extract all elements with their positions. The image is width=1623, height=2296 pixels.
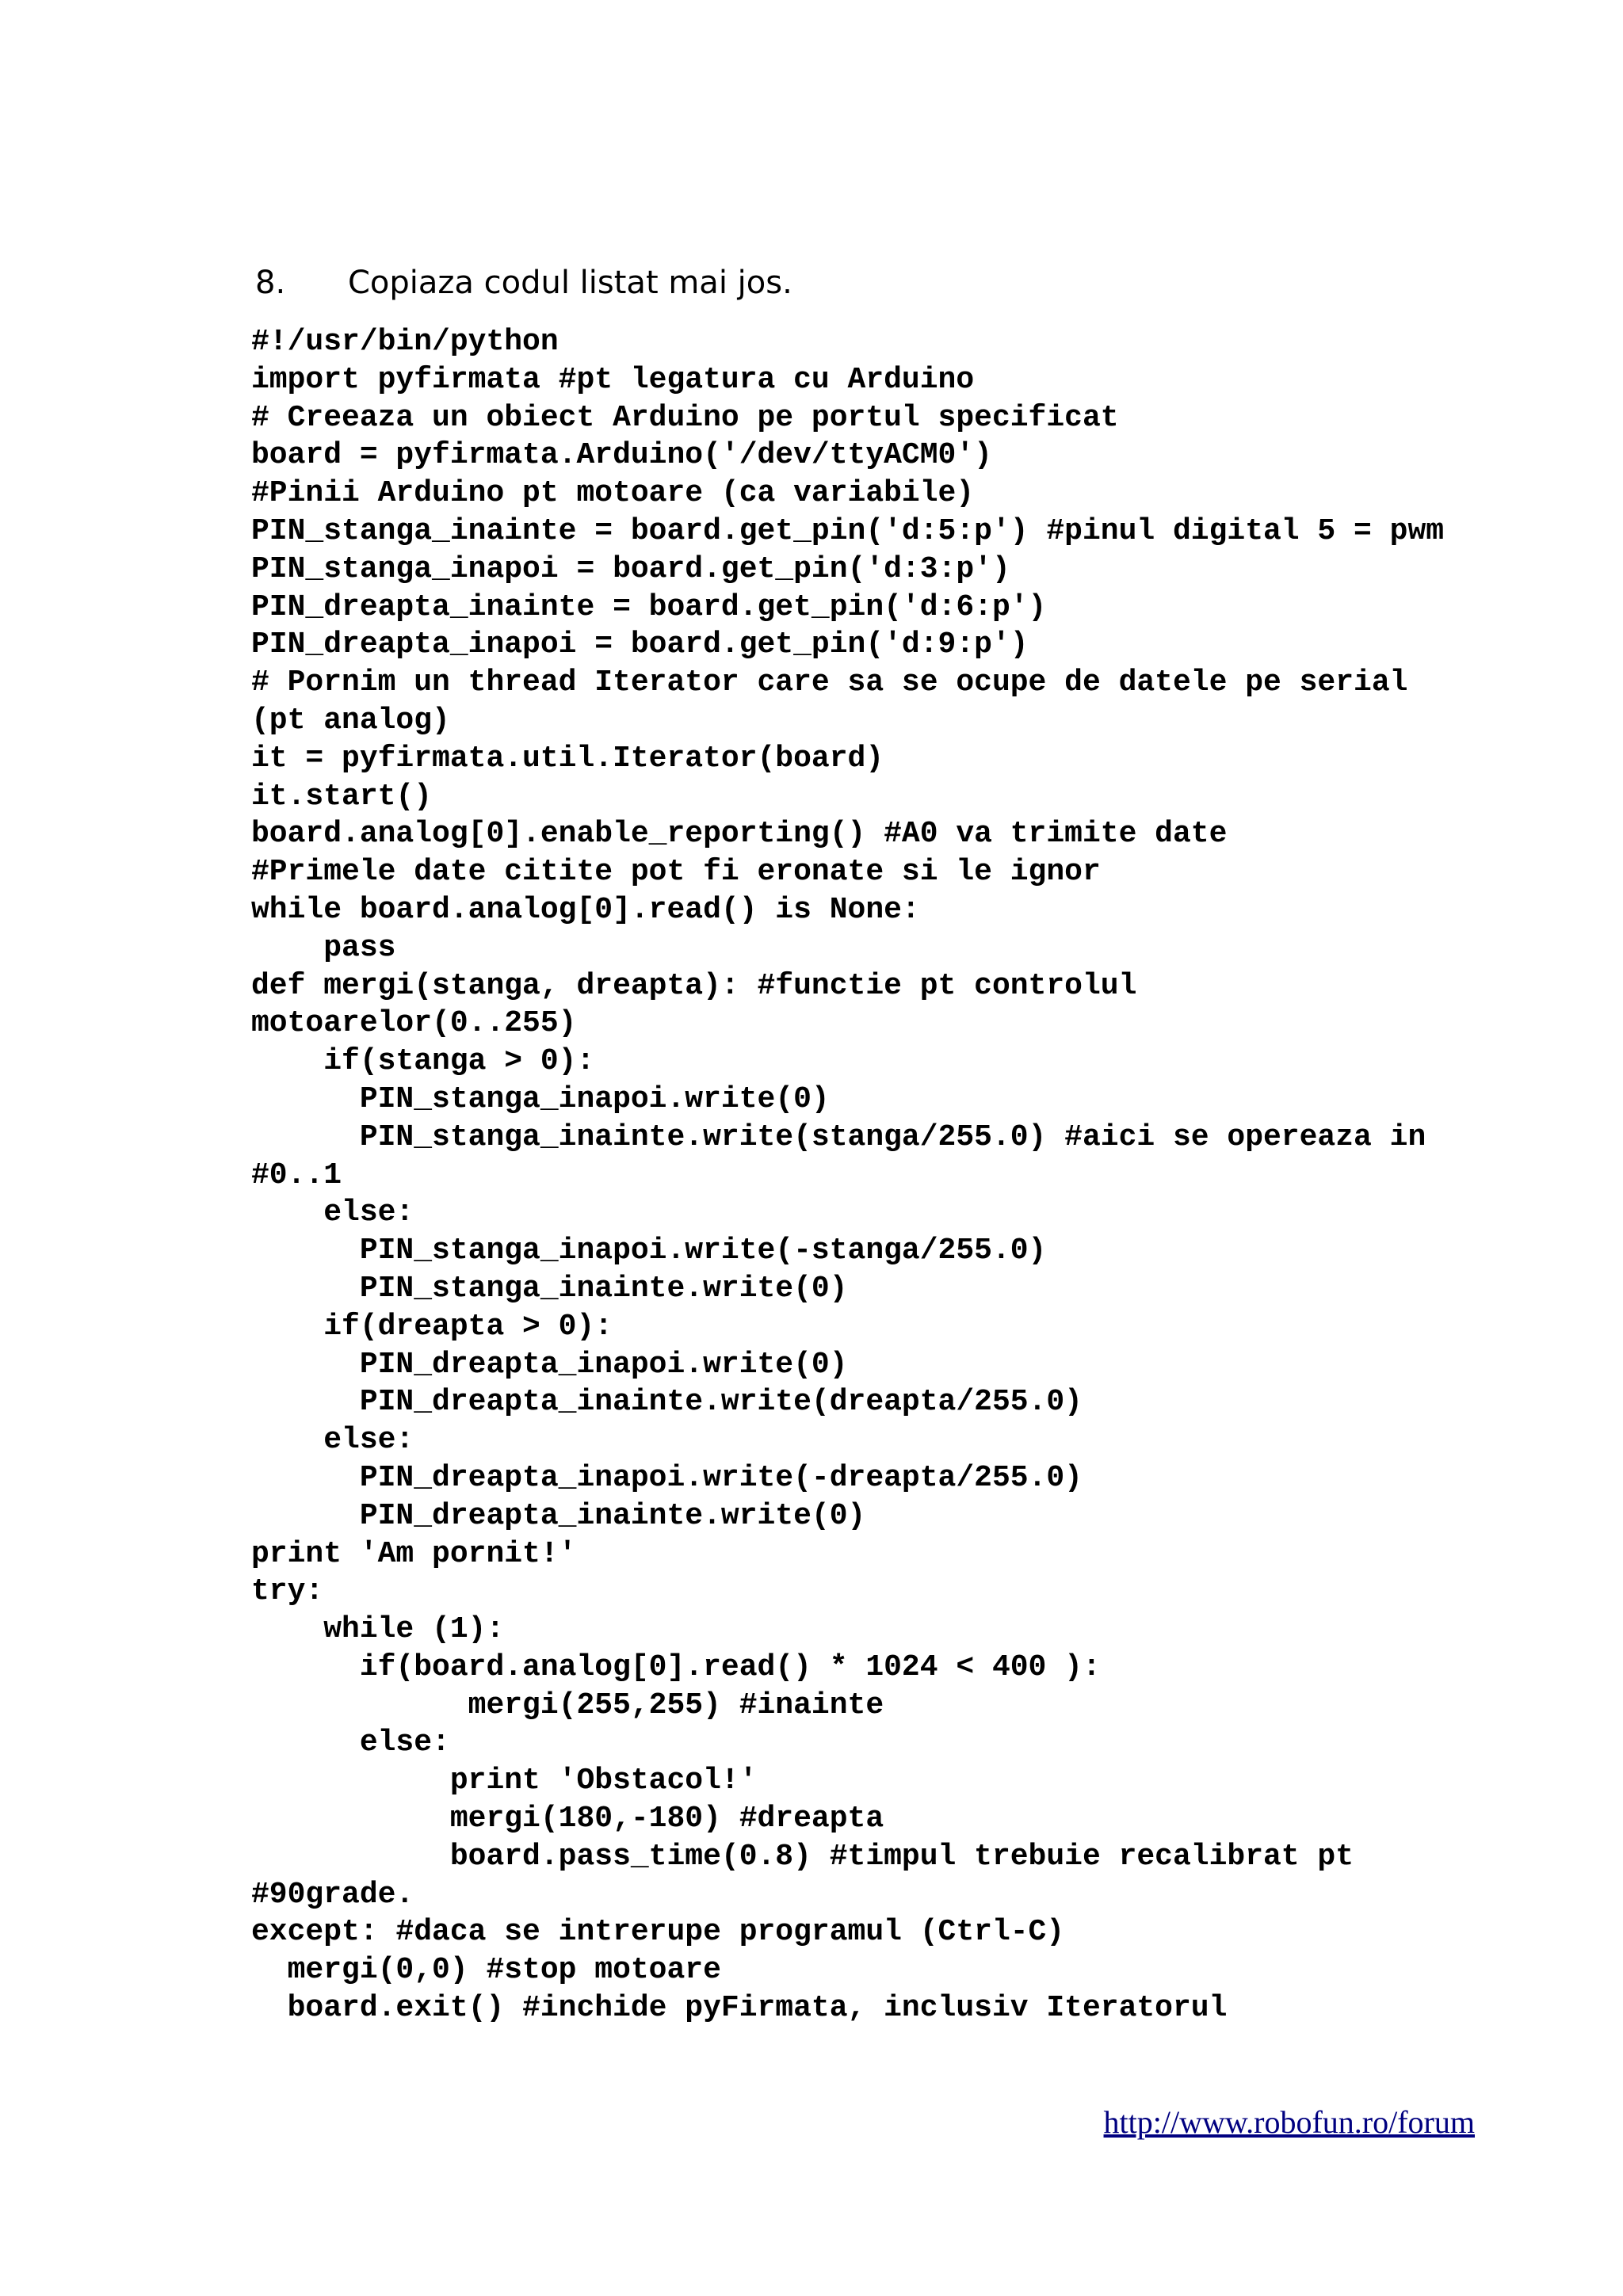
code-line: print 'Obstacol!' [251,1764,758,1798]
code-line: PIN_dreapta_inainte.write(dreapta/255.0) [251,1385,1083,1420]
code-line: PIN_stanga_inapoi.write(-stanga/255.0) [251,1234,1047,1268]
code-line: while (1): [251,1612,505,1647]
code-line: else: [251,1423,414,1458]
code-line: try: [251,1574,324,1609]
code-listing [251,323,1444,2027]
code-line: board = pyfirmata.Arduino('/dev/ttyACM0') [251,438,992,473]
code-line: if(stanga > 0): [251,1044,595,1079]
code-line: #!/usr/bin/python [251,325,559,359]
code-line: PIN_stanga_inainte = board.get_pin('d:5:p') #pinul digital 5 = pwm [251,513,1445,548]
code-line: it.start() [251,779,433,814]
step-instruction [255,264,792,302]
code-line: board.exit() #inchide pyFirmata, inclusiv Iteratorul [251,1991,1228,2026]
code-line: if(board.analog[0].read() * 1024 < 400 ): [251,1650,1101,1684]
code-line: PIN_stanga_inainte.write(stanga/255.0) #aici se opereaza in [251,1119,1426,1154]
code-line: PIN_dreapta_inainte = board.get_pin('d:6:p') [251,589,1047,624]
code-line: PIN_dreapta_inainte.write(0) [251,1498,866,1533]
code-line: mergi(255,255) #inainte [251,1688,884,1722]
code-line: mergi(180,-180) #dreapta [251,1802,884,1836]
code-line: import pyfirmata #pt legatura cu Arduino [251,362,975,397]
code-line: PIN_stanga_inapoi = board.get_pin('d:3:p') [251,551,1010,586]
code-line: print 'Am pornit!' [251,1536,577,1571]
code-line: except: #daca se intrerupe programul (Ctrl-C) [251,1915,1065,1950]
code-line: #90grade. [251,1877,414,1912]
code-line: else: [251,1726,450,1760]
code-line: if(dreapta > 0): [251,1309,613,1344]
code-line: def mergi(stanga, dreapta): #functie pt controlul [251,968,1137,1003]
code-line: pass [251,930,396,965]
code-line: motoarelor(0..255) [251,1006,577,1041]
code-line: PIN_dreapta_inapoi.write(0) [251,1347,848,1382]
code-line: # Pornim un thread Iterator care sa se ocupe de datele pe serial [251,666,1408,700]
code-line: board.analog[0].enable_reporting() #A0 va trimite date [251,817,1228,852]
code-line: while board.analog[0].read() is None: [251,892,920,927]
code-line: else: [251,1196,414,1230]
code-line: # Creeaza un obiect Arduino pe portul specificat [251,400,1119,435]
code-line: #Pinii Arduino pt motoare (ca variabile) [251,476,975,511]
code-line: PIN_stanga_inainte.write(0) [251,1271,848,1306]
code-line: PIN_stanga_inapoi.write(0) [251,1081,830,1116]
code-line: mergi(0,0) #stop motoare [251,1953,721,1988]
code-line: board.pass_time(0.8) #timpul trebuie recalibrat pt [251,1839,1354,1874]
code-line: PIN_dreapta_inapoi.write(-dreapta/255.0) [251,1460,1083,1495]
step-text: Copiaza codul listat mai jos. [348,265,792,301]
code-line: #0..1 [251,1158,342,1192]
code-line: #Primele date citite pot fi eronate si le ignor [251,855,1101,890]
forum-link[interactable]: http://www.robofun.ro/forum [1103,2104,1475,2140]
step-number: 8. [255,265,286,301]
code-line: it = pyfirmata.util.Iterator(board) [251,741,884,776]
code-line: (pt analog) [251,703,450,738]
code-line: PIN_dreapta_inapoi = board.get_pin('d:9:p') [251,627,1029,662]
